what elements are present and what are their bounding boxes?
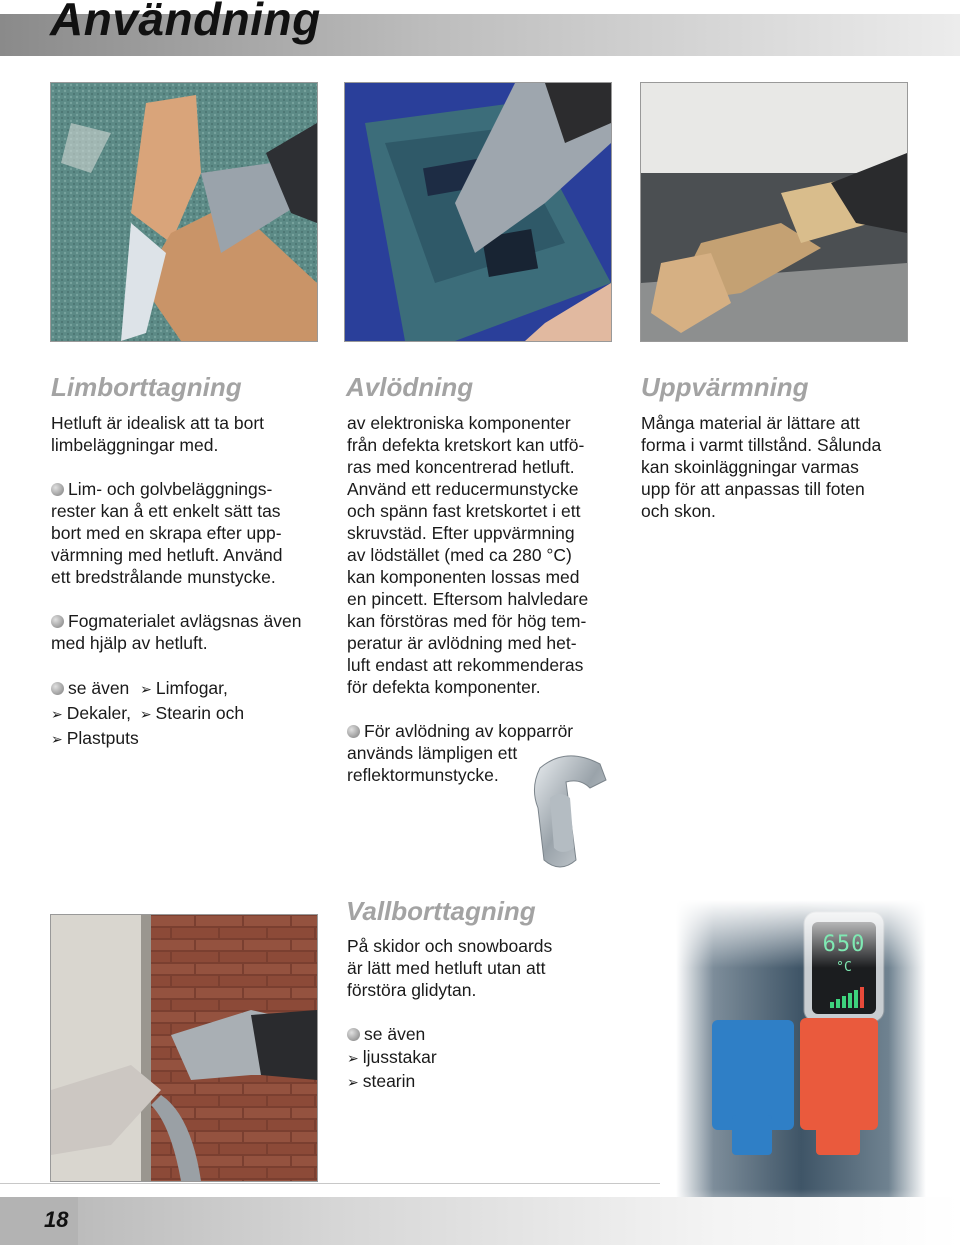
display-temperature: 650 [822,932,866,957]
uppvarmning-text [641,412,941,522]
vallborttagning-body: På skidor och snowboards är lätt med hetluft utan att förstöra glidytan. [347,936,553,1000]
limborttagning-see-also: se även ➢ Limfogar, ➢ Dekaler, ➢ Stearin och ➢ Plastputs [51,676,331,751]
arrow-right-icon: ➢ [51,706,63,722]
limborttagning-text [51,412,331,751]
photo-wall-joint [50,914,318,1182]
grey-dot-icon [51,615,64,628]
limborttagning-bullet-1: Lim- och golvbeläggnings- rester kan å ett enkelt sätt tas bort med en skrapa efter upp- värmning med hetluft. Använd ett bredstrålande munstycke. [51,479,283,587]
photo-heat-gun-display [676,900,926,1240]
arrow-right-icon: ➢ [347,1050,359,1066]
limborttagning-intro: Hetluft är idealisk att ta bort limbeläggningar med. [51,413,265,455]
link-plastputs[interactable]: Plastputs [66,728,139,748]
link-stearin[interactable]: Stearin och [155,703,245,723]
link-stearin-2[interactable]: stearin [362,1071,416,1091]
arrow-right-icon: ➢ [51,731,63,747]
vallborttagning-see-also: se även ➢ ljusstakar ➢ stearin [347,1023,627,1094]
grey-dot-icon [347,1028,360,1041]
heading-avlodning: Avlödning [346,372,474,402]
arrow-right-icon: ➢ [139,706,152,722]
photo-heating [640,82,908,342]
link-dekaler[interactable]: Dekaler, [66,703,131,723]
vallborttagning-text [347,935,627,1094]
heading-limborttagning: Limborttagning [51,372,242,402]
photo-desoldering [344,82,612,342]
photo-glue-removal [50,82,318,342]
grey-dot-icon [347,725,360,738]
page-title: Användning [50,0,321,45]
uppvarmning-body: Många material är lättare att forma i varmt tillstånd. Sålunda kan skoinläggningar varmas upp för att anpassas till foten och skon. [641,413,882,521]
grey-dot-icon [51,483,64,496]
footer-bar [0,1197,960,1245]
limborttagning-bullet-2: Fogmaterialet avlägsnas även med hjälp av hetluft. [51,611,302,653]
photo-reflector-nozzle [520,748,612,876]
heading-vallborttagning: Vallborttagning [346,896,536,926]
avlodning-text [347,412,617,786]
avlodning-body: av elektroniska komponenter från defekta kretskort kan utfö- ras med koncentrerad hetluft. Använd ett reducermunstycke och spänn fast kretskortet i ett skruvstäd. Efter uppvärmning av lödstället (med ca 280 °C) kan komponenten lossas med en pincett. Eftersom halvledare kan förstöras med för hög tem- peratur är avlödning med het- luft endast att rekommenderas för defekta komponenter. [347,413,589,697]
footer-line [0,1183,660,1184]
avlodning-bullet: För avlödning av kopparrör används lämpligen ett reflektormunstycke. [347,721,574,785]
heading-uppvarmning: Uppvärmning [641,372,809,402]
page-number: 18 [44,1207,69,1232]
display-level-bars [830,980,870,1008]
display-unit: °C [836,960,852,975]
arrow-right-icon: ➢ [140,681,152,697]
link-limfogar[interactable]: Limfogar, [155,678,228,698]
link-ljusstakar[interactable]: ljusstakar [362,1047,437,1067]
arrow-right-icon: ➢ [347,1074,359,1090]
grey-dot-icon [51,682,64,695]
